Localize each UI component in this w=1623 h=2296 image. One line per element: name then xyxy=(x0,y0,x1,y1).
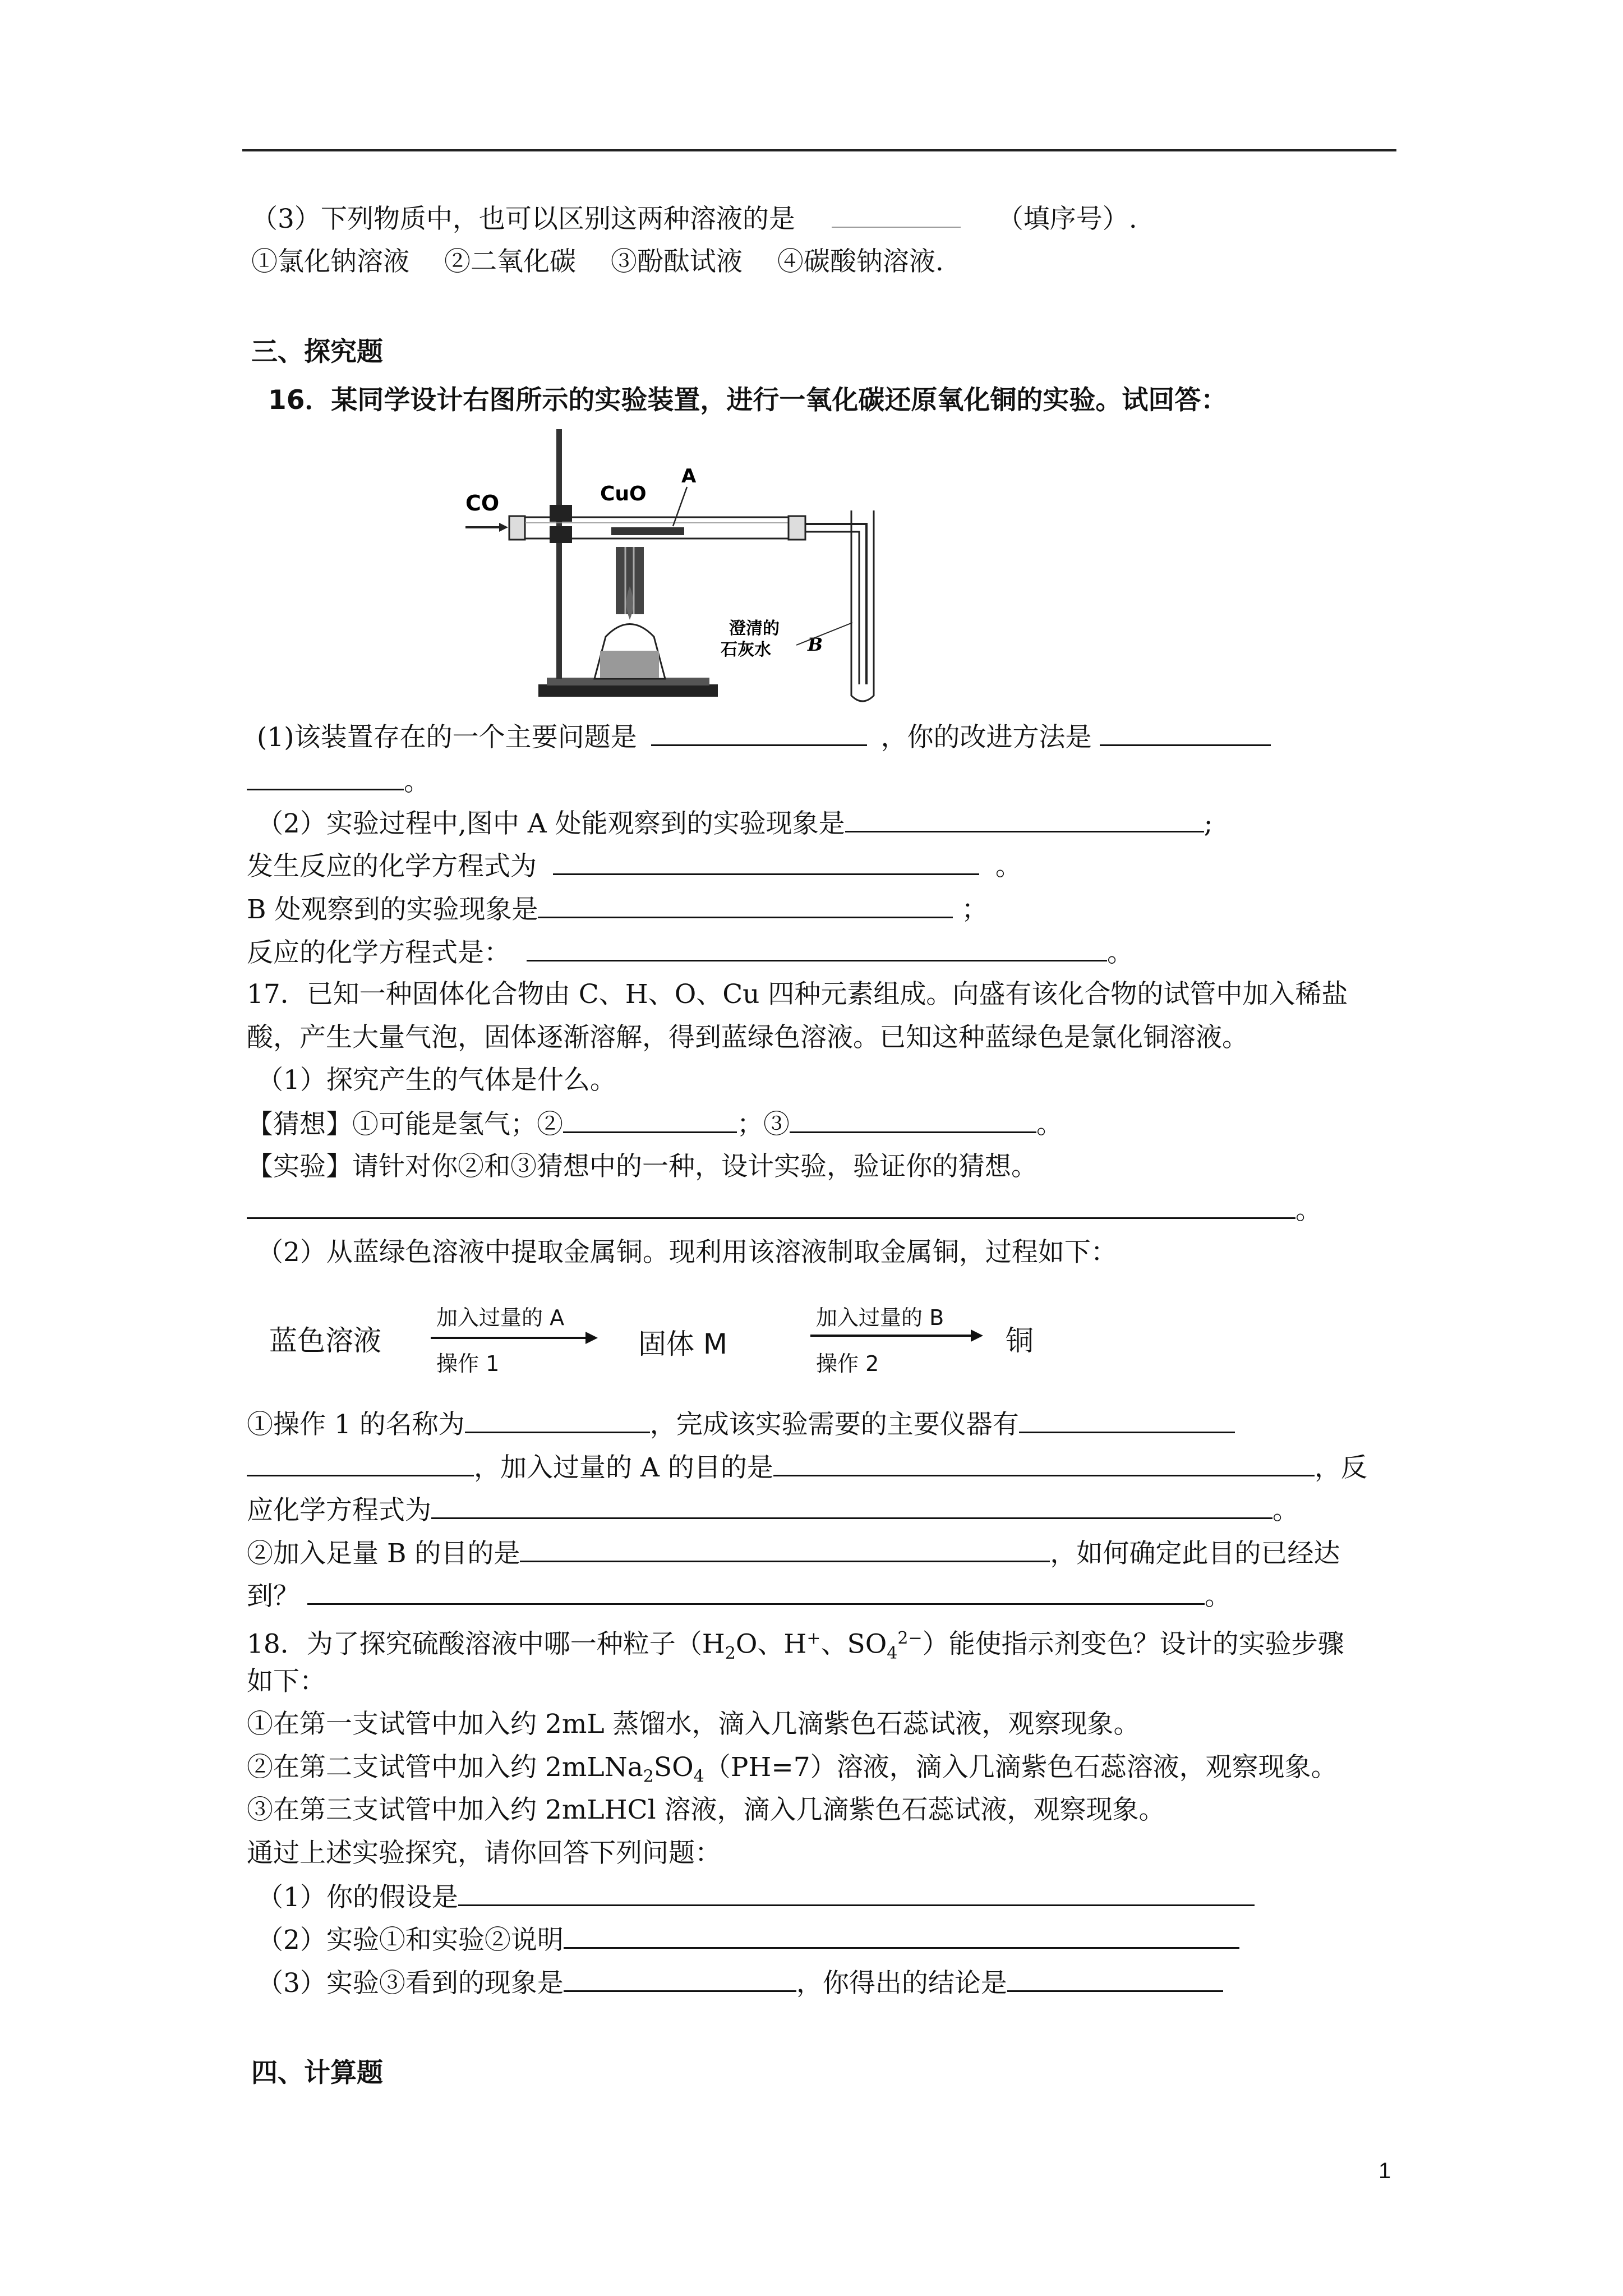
q17-op3-text: 应化学方程式为 xyxy=(247,1495,431,1526)
q18-stem-c: 、SO xyxy=(820,1628,887,1660)
q18-stem-line2: 如下： xyxy=(247,1666,326,1697)
q15-part3 xyxy=(251,202,1137,236)
clamp-lower xyxy=(550,526,572,543)
q15-part3-text: （3）下列物质中，也可以区别这两种溶液的是 xyxy=(251,204,795,234)
flow-step2-reagent: 加入过量的 B xyxy=(816,1305,944,1330)
q16-part3 xyxy=(247,849,1022,884)
q17-guess-mid: ；③ xyxy=(737,1109,790,1140)
q16-p1-text: (1)该装置存在的一个主要问题是 xyxy=(257,722,637,753)
q15-answer-blank[interactable] xyxy=(832,202,961,228)
q18-sup-plus: + xyxy=(806,1628,821,1648)
q16-p3-end: 。 xyxy=(995,851,1022,882)
co-label: CO xyxy=(465,491,500,516)
clamp-upper xyxy=(550,505,572,522)
q17-stem-line1: 17．已知一种固体化合物由 C、H、O、Cu 四种元素组成。向盛有该化合物的试管中加入稀盐 xyxy=(247,979,1348,1010)
q18-a1-text: （1）你的假设是 xyxy=(257,1882,458,1913)
flow-node-copper: 铜 xyxy=(1006,1324,1034,1357)
q16-part1-cont xyxy=(247,764,430,799)
q16-equation-b-blank[interactable] xyxy=(527,935,1107,961)
q17-instruments-blank-1[interactable] xyxy=(1019,1407,1235,1433)
q18-step2 xyxy=(247,1751,1338,1793)
q17-op2-end: ，反 xyxy=(1314,1452,1367,1483)
q18-stem-b: O、H xyxy=(735,1628,807,1660)
q18-stem-d: ）能使指示剂变色？设计的实验步骤 xyxy=(922,1628,1344,1660)
q17-experiment-line xyxy=(247,1193,1322,1227)
flow-step2-operation: 操作 2 xyxy=(816,1351,879,1376)
q16-p3-text: 发生反应的化学方程式为 xyxy=(247,851,537,882)
flow-step1-reagent: 加入过量的 A xyxy=(436,1305,565,1330)
q17-guess-end: 。 xyxy=(1036,1109,1063,1140)
q16-equation-a-blank[interactable] xyxy=(553,849,979,875)
flow-node-blue-solution: 蓝色溶液 xyxy=(269,1324,381,1357)
q17-op2 xyxy=(247,1450,1367,1485)
cuo-powder xyxy=(611,527,684,535)
test-tube-b xyxy=(851,510,874,701)
q17-op2-text: ，加入过量的 A 的目的是 xyxy=(474,1452,773,1483)
q18-step1: ①在第一支试管中加入约 2mL 蒸馏水，滴入几滴紫色石蕊试液，观察现象。 xyxy=(247,1709,1140,1740)
co-arrow-head xyxy=(499,523,508,532)
q16-improve-blank-1[interactable] xyxy=(1100,720,1271,746)
q16-apparatus-figure xyxy=(465,426,892,707)
q17-experiment-end: 。 xyxy=(1295,1195,1322,1226)
q17-equation-blank[interactable] xyxy=(431,1493,1272,1519)
q17-sub1: （1）探究产生的气体是什么。 xyxy=(257,1065,616,1096)
label-b: B xyxy=(808,634,823,655)
q17-op3-end: 。 xyxy=(1272,1495,1299,1526)
q16-a-phenomenon-blank[interactable] xyxy=(845,806,1204,832)
q18-stem-line1 xyxy=(247,1622,1344,1671)
q16-p5-text: 反应的化学方程式是： xyxy=(247,937,510,968)
page-number: 1 xyxy=(1378,2159,1391,2183)
q18-stem-a: 18．为了探究硫酸溶液中哪一种粒子（H xyxy=(247,1628,725,1660)
q16-b-phenomenon-blank[interactable] xyxy=(538,892,953,918)
q16-part5 xyxy=(247,935,1133,970)
q16-p2-end: ; xyxy=(1204,808,1213,839)
q17-experiment: 【实验】请针对你②和③猜想中的一种，设计实验，验证你的猜想。 xyxy=(247,1151,1038,1182)
outlet-tube xyxy=(805,524,866,684)
section-title-inquiry: 三、探究题 xyxy=(251,337,383,367)
flow-arrow-2 xyxy=(810,1327,984,1344)
q15-part3-suffix: （填序号）. xyxy=(997,204,1137,234)
label-a: A xyxy=(681,465,697,487)
q18-phenomenon-blank[interactable] xyxy=(564,1966,796,1992)
q18-hypothesis-blank[interactable] xyxy=(458,1880,1255,1906)
limewater-label-2: 石灰水 xyxy=(721,640,771,660)
q16-p1-end: 。 xyxy=(404,766,430,797)
q16-p1-mid: ，你的改进方法是 xyxy=(880,722,1092,753)
q18-sub-4: 4 xyxy=(887,1644,898,1664)
flow-node-solid-m: 固体 M xyxy=(638,1328,728,1360)
q17-op5-text: 到？ xyxy=(247,1581,299,1612)
q16-part1 xyxy=(257,720,1271,754)
q17-op4 xyxy=(247,1536,1340,1571)
q18-step2-a: ②在第二支试管中加入约 2mLNa xyxy=(247,1752,643,1783)
q18-step2-sub-4: 4 xyxy=(693,1766,704,1787)
q18-step3: ③在第三支试管中加入约 2mLHCl 溶液，滴入几滴紫色石蕊试液，观察现象。 xyxy=(247,1795,1165,1825)
q17-guess xyxy=(247,1107,1063,1142)
q16-stem: 16．某同学设计右图所示的实验装置，进行一氧化碳还原氧化铜的实验。试回答： xyxy=(268,385,1228,416)
section-title-calculation: 四、计算题 xyxy=(251,2058,383,2088)
q17-op1-text: ①操作 1 的名称为 xyxy=(247,1409,465,1440)
q17-stem-line2: 酸，产生大量气泡，固体逐渐溶解，得到蓝绿色溶液。已知这种蓝绿色是氯化铜溶液。 xyxy=(247,1022,1248,1053)
q17-op3 xyxy=(247,1493,1299,1527)
q18-a3-mid: ，你得出的结论是 xyxy=(796,1968,1007,1999)
q17-experiment-blank[interactable] xyxy=(247,1193,1295,1219)
q18-step2-b: SO xyxy=(653,1752,694,1783)
q16-improve-blank-2[interactable] xyxy=(247,764,404,790)
q16-problem-blank[interactable] xyxy=(651,720,867,746)
q18-answer1 xyxy=(257,1880,1255,1915)
q17-instruments-blank-2[interactable] xyxy=(247,1450,474,1476)
limewater-label-1: 澄清的 xyxy=(729,619,780,638)
header-rule xyxy=(242,149,1396,151)
burner-liquid xyxy=(600,651,659,678)
right-stopper xyxy=(789,516,805,540)
stand-base xyxy=(538,684,718,697)
limewater-pointer xyxy=(796,623,852,645)
q17-guess-text: 【猜想】①可能是氢气；② xyxy=(247,1109,563,1140)
q18-sup-2minus: 2− xyxy=(897,1628,923,1648)
q17-op5 xyxy=(247,1579,1231,1613)
q17-op1 xyxy=(247,1407,1235,1442)
q17-purpose-b-blank[interactable] xyxy=(520,1536,1050,1562)
q17-op5-end: 。 xyxy=(1205,1581,1231,1612)
q16-part2 xyxy=(257,806,1213,841)
q17-sub2: （2）从蓝绿色溶液中提取金属铜。现利用该溶液制取金属铜，过程如下： xyxy=(257,1237,1117,1268)
q16-p4-text: B 处观察到的实验现象是 xyxy=(247,894,538,925)
stand-rod xyxy=(556,429,562,679)
q18-sub-2: 2 xyxy=(725,1644,736,1664)
q16-part4 xyxy=(247,892,988,927)
q17-op1-name-blank[interactable] xyxy=(465,1407,650,1433)
q18-a2-text: （2）实验①和实验②说明 xyxy=(257,1925,564,1955)
q17-op4-text: ②加入足量 B 的目的是 xyxy=(247,1538,520,1569)
pointer-a xyxy=(673,487,687,526)
q18-explain-blank[interactable] xyxy=(564,1922,1239,1949)
q18-answer2 xyxy=(257,1922,1239,1957)
q17-guess2-blank[interactable] xyxy=(563,1107,737,1133)
flow-step1-operation: 操作 1 xyxy=(436,1351,500,1376)
cuo-label: CuO xyxy=(600,482,647,505)
q15-options: ①氯化钠溶液 ②二氧化碳 ③酚酞试液 ④碳酸钠溶液. xyxy=(251,246,944,277)
q17-op1-mid: ，完成该实验需要的主要仪器有 xyxy=(649,1409,1019,1440)
q16-p4-end: ； xyxy=(961,894,988,925)
q18-conclusion-blank[interactable] xyxy=(1007,1966,1223,1992)
q16-p2-text: （2）实验过程中,图中 A 处能观察到的实验现象是 xyxy=(257,808,845,839)
q17-op4-end: ，如何确定此目的已经达 xyxy=(1050,1538,1340,1569)
q16-p5-end: 。 xyxy=(1106,937,1133,968)
q17-guess3-blank[interactable] xyxy=(790,1107,1036,1133)
q18-step2-sub-2: 2 xyxy=(643,1766,654,1787)
q18-lead: 通过上述实验探究，请你回答下列问题： xyxy=(247,1838,721,1869)
q18-a3-text: （3）实验③看到的现象是 xyxy=(257,1968,564,1999)
q18-step2-c: （PH=7）溶液，滴入几滴紫色石蕊溶液，观察现象。 xyxy=(704,1752,1338,1783)
q18-answer3 xyxy=(257,1966,1223,2000)
flow-arrow-1 xyxy=(431,1329,599,1346)
q17-confirm-blank[interactable] xyxy=(307,1579,1205,1605)
q17-purpose-a-blank[interactable] xyxy=(773,1450,1315,1476)
left-stopper xyxy=(509,516,525,540)
